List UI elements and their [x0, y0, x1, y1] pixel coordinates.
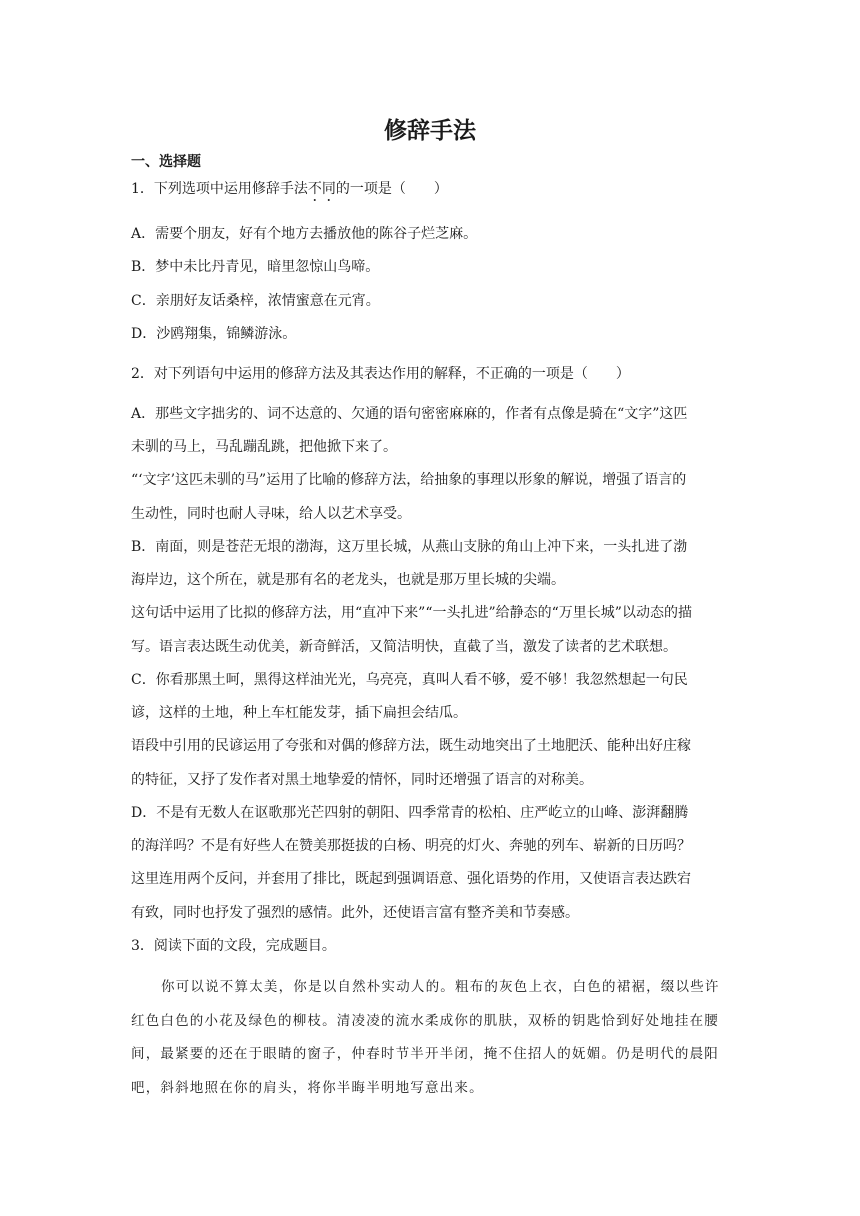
question-2-line: 生动性，同时也耐人寻味，给人以艺术享受。: [131, 506, 411, 522]
passage-line: 间，最紧要的还在于眼睛的窗子，仲春时节半开半闭，掩不住招人的妩媚。仍是明代的晨阳: [131, 1046, 719, 1062]
question-3-stem: 3．阅读下面的文段，完成题目。: [131, 938, 336, 954]
question-1-stem-a: 1．下列选项中运用修辞手法: [131, 181, 308, 197]
question-2-line: A．那些文字拙劣的、词不达意的、欠通的语句密密麻麻的，作者有点像是骑在“文字”这匹: [131, 406, 688, 422]
page-title: 修辞手法: [384, 118, 476, 144]
question-1-stem-b: 的一项是（ ）: [335, 181, 448, 197]
question-2-stem: 2．对下列语句中运用的修辞方法及其表达作用的解释，不正确的一项是（ ）: [131, 366, 630, 382]
question-1-option-b: B．梦中未比丹青见，暗里忽惊山鸟啼。: [131, 259, 380, 275]
passage-line: 吧，斜斜地照在你的肩头，将你半晦半明地写意出来。: [131, 1080, 484, 1096]
question-1-option-d: D．沙鸥翔集，锦鳞游泳。: [131, 326, 297, 342]
question-2-line: 写。语言表达既生动优美，新奇鲜活，又简洁明快，直截了当，激发了读者的艺术联想。: [131, 639, 677, 655]
emphasis-char-2: 同: [321, 181, 336, 197]
question-2-line: 谚，这样的土地，种上车杠能发芽，插下扁担会结瓜。: [131, 705, 467, 721]
question-1-option-c: C．亲朋好友话桑梓，浓情蜜意在元宵。: [131, 293, 380, 309]
passage-line: 你可以说不算太美，你是以自然朴实动人的。粗布的灰色上衣，白色的裙裾，缀以些许: [161, 979, 720, 995]
question-2-line: 有致，同时也抒发了强烈的感情。此外，还使语言富有整齐美和节奏感。: [131, 905, 579, 921]
question-2-line: 的海洋吗？不是有好些人在赞美那挺拔的白杨、明亮的灯火、奔驰的列车、崭新的日历吗？: [131, 838, 691, 854]
question-2-line: C．你看那黑土呵，黑得这样油光光，乌亮亮，真叫人看不够，爱不够！我忽然想起一句民: [131, 672, 688, 688]
question-2-line: 这里连用两个反问，并套用了排比，既起到强调语意、强化语势的作用，又使语言表达跌宕: [131, 871, 691, 887]
question-1-option-a: A．需要个朋友，好有个地方去播放他的陈谷子烂芝麻。: [131, 226, 478, 242]
question-2-line: B．南面，则是苍茫无垠的渤海，这万里长城，从燕山支脉的角山上冲下来，一头扎进了渤: [131, 539, 688, 555]
passage-line: 红色白色的小花及绿色的柳枝。清凌凌的流水柔成你的肌肤，双桥的钥匙恰到好处地挂在腰: [131, 1013, 719, 1029]
question-2-line: 的特征，又抒了发作者对黑土地挚爱的情怀，同时还增强了语言的对称美。: [131, 772, 593, 788]
question-2-line: 海岸边，这个所在，就是那有名的老龙头，也就是那万里长城的尖端。: [131, 572, 565, 588]
question-2-line: 语段中引用的民谚运用了夸张和对偶的修辞方法，既生动地突出了土地肥沃、能种出好庄稼: [131, 738, 691, 754]
question-2-line: 这句话中运用了比拟的修辞方法，用“直冲下来”“一头扎进”给静态的“万里长城”以动态的描: [131, 605, 692, 621]
question-1-stem: [131, 179, 448, 199]
question-2-line: 未驯的马上，马乱蹦乱跳，把他掀下来了。: [131, 439, 397, 455]
question-2-line: “‘文字’这匹未驯的马”运用了比喻的修辞方法，给抽象的事理以形象的解说，增强了语言的: [131, 472, 687, 488]
question-2-line: D．不是有无数人在讴歌那光芒四射的朝阳、四季常青的松柏、庄严屹立的山峰、澎湃翻腾: [131, 805, 689, 821]
emphasis-char-1: 不: [307, 181, 322, 197]
section-heading: 一、选择题: [131, 154, 201, 170]
